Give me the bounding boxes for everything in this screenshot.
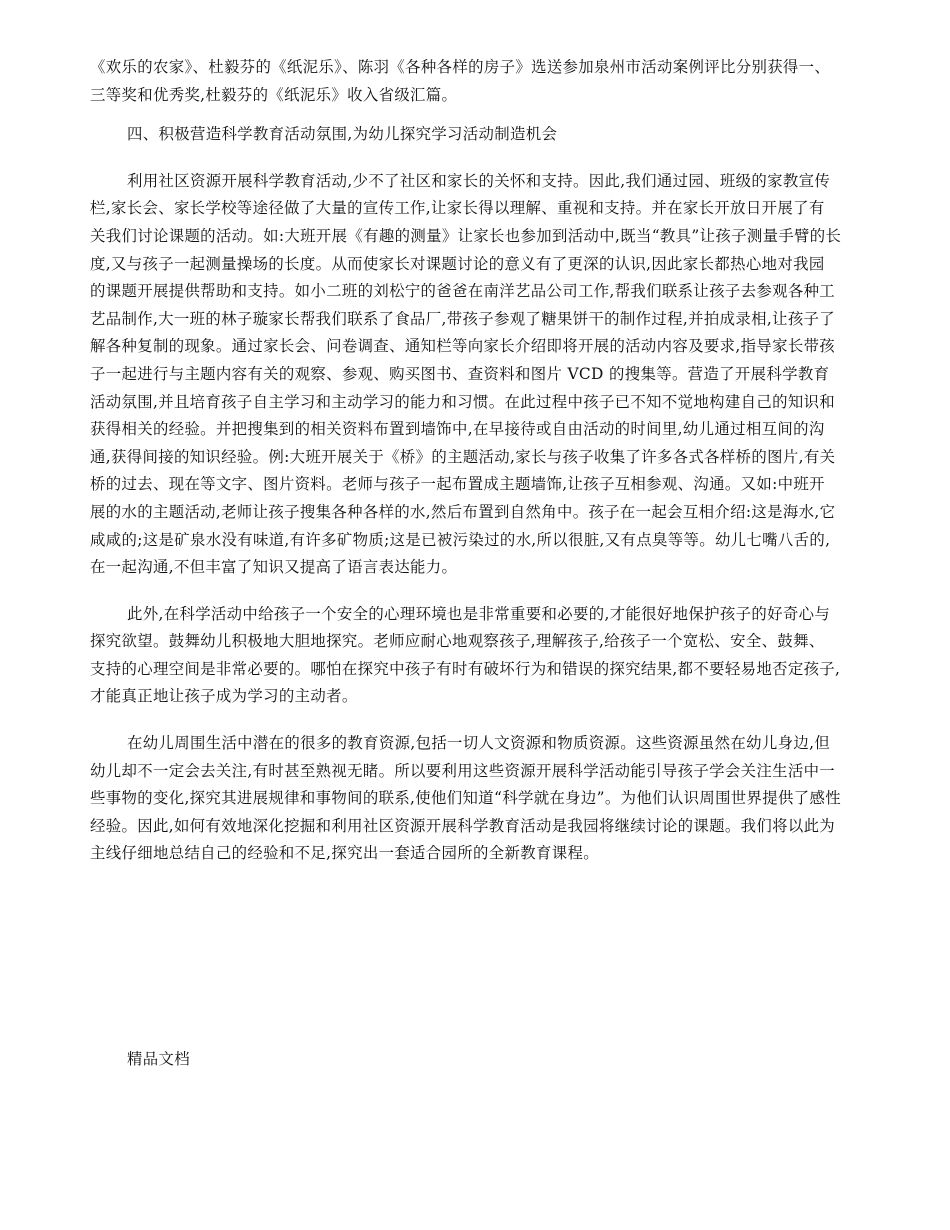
document-body: [90, 54, 870, 868]
section-heading: 四、积极营造科学教育活动氛围,为幼儿探究学习活动制造机会: [127, 125, 558, 144]
text-line: 《欢乐的农家》、杜毅芬的《纸泥乐》、陈羽《各种各样的房子》选送参加泉州市活动案例评比分别获得一、: [90, 58, 831, 76]
text-line: 经验。因此,如何有效地深化挖掘和利用社区资源开展科学教育活动是我园将继续讨论的课题。我们将以此为: [90, 816, 836, 835]
text-line: 三等奖和优秀奖,杜毅芬的《纸泥乐》收入省级汇篇。: [90, 85, 458, 104]
text-line: 些事物的变化,探究其进展规律和事物间的联系,使他们知道“科学就在身边”。为他们认识周围世界提供了感性: [90, 789, 841, 808]
text-line: 在一起沟通,不但丰富了知识又提高了语言表达能力。: [90, 558, 458, 577]
paragraph-2: [90, 601, 870, 711]
text-line: 的课题开展提供帮助和支持。如小二班的刘松宁的爸爸在南洋艺品公司工作,帮我们联系让孩子去参观各种工: [90, 282, 836, 301]
text-line: 咸咸的;这是矿泉水没有味道,有许多矿物质;这是已被污染过的水,所以很脏,又有点臭等等。幼儿七嘴八舌的,: [90, 530, 831, 549]
paragraph-1: [90, 168, 870, 582]
text-line: 解各种复制的现象。通过家长会、问卷调查、通知栏等向家长介绍即将开展的活动内容及要求,指导家长带孩: [90, 337, 836, 356]
text-line: 利用社区资源开展科学教育活动,少不了社区和家长的关怀和支持。因此,我们通过园、班级的家教宣传: [127, 171, 831, 190]
text-line: 幼儿却不一定会去关注,有时甚至熟视无睹。所以要利用这些资源开展科学活动能引导孩子学会关注生活中一: [90, 761, 836, 780]
intro-paragraph: [90, 54, 870, 109]
text-line: 在幼儿周围生活中潜在的很多的教育资源,包括一切人文资源和物质资源。这些资源虽然在幼儿身边,但: [127, 734, 831, 753]
text-line: 主线仔细地总结自己的经验和不足,探究出一套适合园所的全新教育课程。: [90, 844, 599, 863]
text-line: 桥的过去、现在等文字、图片资料。老师与孩子一起布置成主题墙饰,让孩子互相参观、沟通。又如:中班开: [90, 475, 825, 494]
text-line: 获得相关的经验。并把搜集到的相关资料布置到墙饰中,在早接待或自由活动的时间里,幼儿通过相互间的沟: [90, 420, 825, 439]
text-line: 栏,家长会、家长学校等途径做了大量的宣传工作,让家长得以理解、重视和支持。并在家长开放日开展了有: [90, 199, 825, 218]
text-line: 此外,在科学活动中给孩子一个安全的心理环境也是非常重要和必要的,才能很好地保护孩子的好奇心与: [127, 604, 831, 623]
text-line: 度,又与孩子一起测量操场的长度。从而使家长对课题讨论的意义有了更深的认识,因此家长都热心地对我园: [90, 254, 825, 273]
text-line: 展的水的主题活动,老师让孩子搜集各种各样的水,然后布置到自然角中。孩子在一起会互相介绍:这是海水,它: [90, 502, 836, 521]
page-footer: 精品文档: [127, 1050, 190, 1068]
text-line: 才能真正地让孩子成为学习的主动者。: [90, 687, 358, 706]
text-line: 支持的心理空间是非常必要的。哪怕在探究中孩子有时有破坏行为和错误的探究结果,都不要轻易地否定孩子,: [90, 659, 841, 678]
text-line: 探究欲望。鼓舞幼儿积极地大胆地探究。老师应耐心地观察孩子,理解孩子,给孩子一个宽松、安全、鼓舞、: [90, 632, 825, 651]
text-line: 关我们讨论课题的活动。如:大班开展《有趣的测量》让家长也参加到活动中,既当“教具”让孩子测量手臂的长: [90, 226, 842, 245]
paragraph-3: [90, 730, 870, 868]
text-line: 活动氛围,并且培育孩子自主学习和主动学习的能力和习惯。在此过程中孩子已不知不觉地构建自己的知识和: [90, 392, 836, 411]
text-line: 通,获得间接的知识经验。例:大班开展关于《桥》的主题活动,家长与孩子收集了许多各式各样桥的图片,有关: [90, 447, 836, 466]
text-line: 子一起进行与主题内容有关的观察、参观、购买图书、查资料和图片 VCD 的搜集等。营造了开展科学教育: [90, 364, 830, 383]
text-line: 艺品制作,大一班的林子璇家长帮我们联系了食品厂,带孩子参观了糖果饼干的制作过程,并拍成录相,让孩子了: [90, 309, 836, 328]
